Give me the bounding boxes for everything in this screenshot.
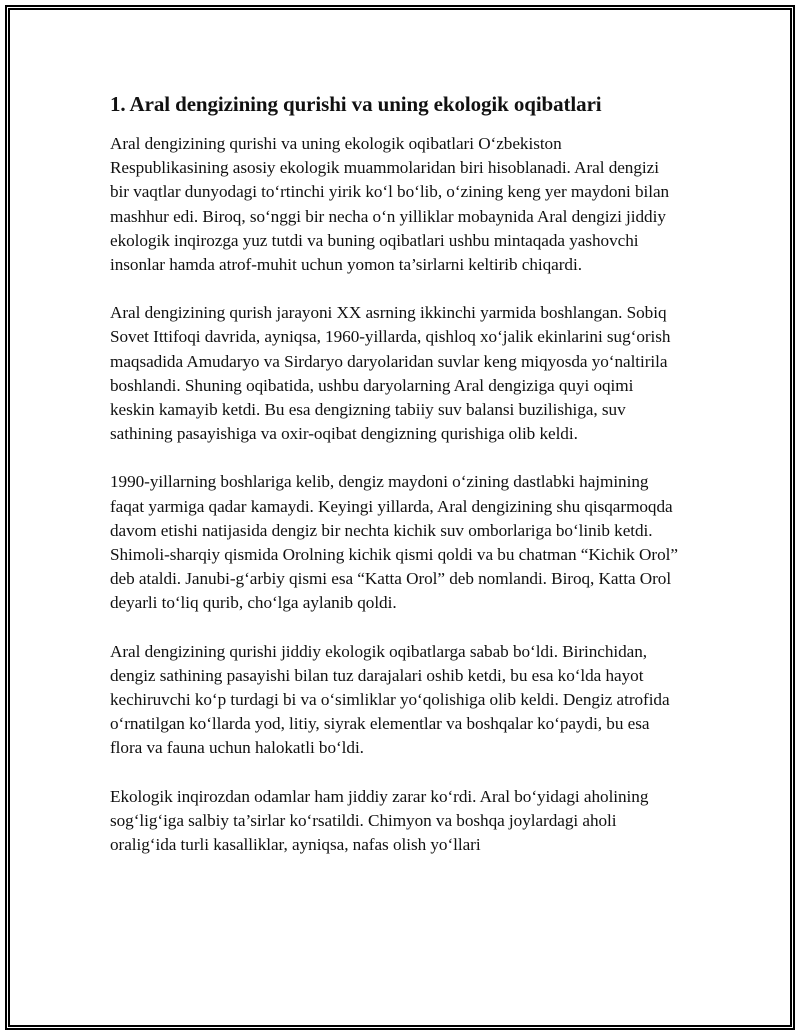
paragraph-5: Ekologik inqirozdan odamlar ham jiddiy zarar ko‘rdi. Aral bo‘yidagi aholining sog‘lig‘iga salbiy ta’sirlar ko‘rsatildi. Chimyon va boshqa joylardagi aholi oralig‘ida turli kasalliklar, ayniqsa, nafas olish yo‘llari bbox=[110, 786, 649, 855]
paragraph-2: Aral dengizining qurish jarayoni XX asrning ikkinchi yarmida boshlangan. Sobiq Sovet Ittifoqi davrida, ayniqsa, 1960-yillarda, qishloq xo‘jalik ekinlarini sug‘orish maqsadida Amudaryo va Sirdaryo daryolaridan suvlar keng miqyosda yo‘naltirila boshlandi. Shuning oqibatida, ushbu daryolarning Aral dengiziga quyi oqimi keskin kamayib ketdi. Bu esa dengizning tabiiy suv balansi buzilishiga, suv sathining pasayishiga va oxir-oqibat dengizning qurishiga olib keldi. bbox=[110, 303, 671, 444]
paragraph-1: Aral dengizining qurishi va uning ekologik oqibatlari O‘zbekiston Respublikasining asosiy ekologik muammolaridan biri hisoblanadi. Aral dengizi bir vaqtlar dunyodagi to‘rtinchi yirik ko‘l bo‘lib, o‘zining keng yer maydoni bilan mashhur edi. Biroq, so‘nggi bir necha o‘n yilliklar mobaynida Aral dengizi jiddiy ekologik inqirozga yuz tutdi va buning oqibatlari ushbu mintaqada yashovchi insonlar hamda atrof-muhit uchun yomon ta’sirlarni keltirib chiqardi. bbox=[110, 134, 670, 275]
paragraph-3: 1990-yillarning boshlariga kelib, dengiz maydoni o‘zining dastlabki hajmining faqat yarmiga qadar kamaydi. Keyingi yillarda, Aral dengizining shu qisqarmoqda davom etishi natijasida dengiz bir nechta kichik suv omborlariga bo‘linib ketdi. Shimoli-sharqiy qismida Orolning kichik qismi qoldi va bu chatman “Kichik Orol” deb ataldi. Janubi-g‘arbiy qismi esa “Katta Orol” deb nomlandi. Biroq, Katta Orol deyarli to‘liq qurib, cho‘lga aylanib qoldi. bbox=[110, 472, 678, 613]
paragraph-4: Aral dengizining qurishi jiddiy ekologik oqibatlarga sabab bo‘ldi. Birinchidan, dengiz sathining pasayishi bilan tuz darajalari oshib ketdi, bu esa ko‘lda hayot kechiruvchi ko‘p turdagi bi va o‘simliklar yo‘qolishiga olib keldi. Dengiz atrofida o‘rnatilgan ko‘llarda yod, litiy, siyrak elementlar va boshqalar ko‘paydi, bu esa flora va fauna uchun halokatli bo‘ldi. bbox=[110, 641, 670, 758]
section-heading: 1. Aral dengizining qurishi va uning ekologik oqibatlari bbox=[110, 92, 602, 116]
document-body bbox=[110, 90, 680, 881]
